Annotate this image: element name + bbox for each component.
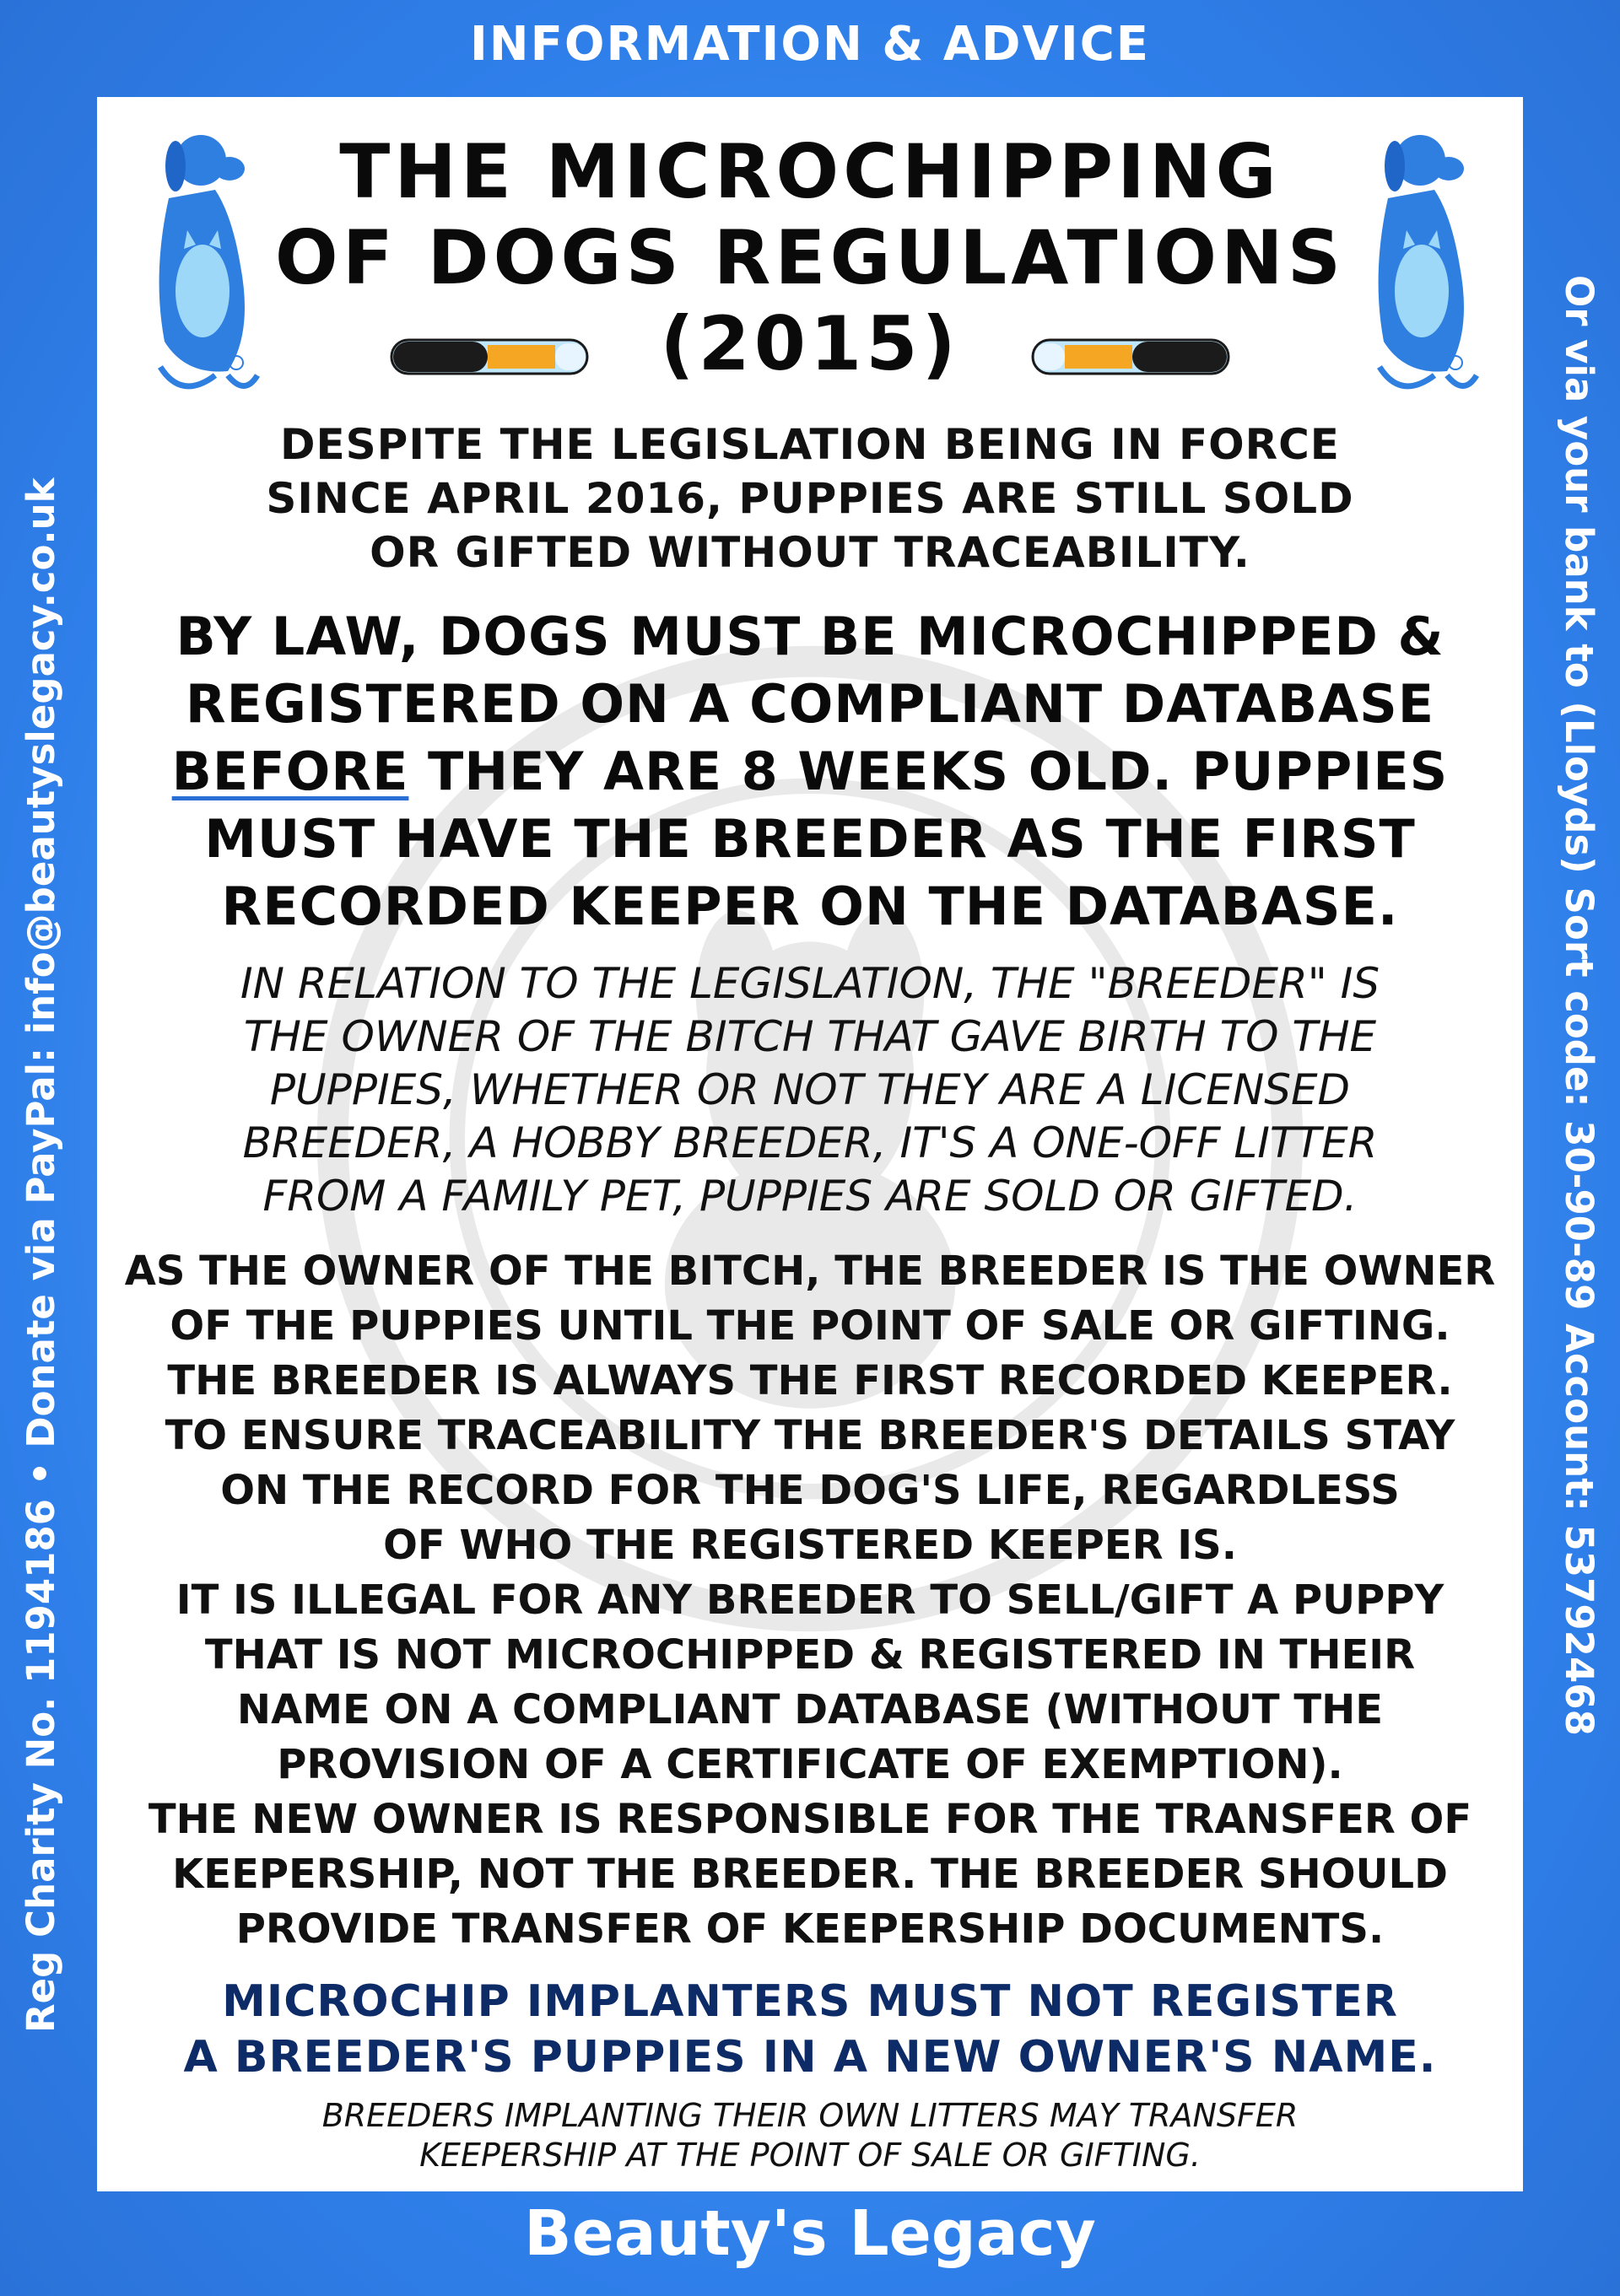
implanters-line: A BREEDER'S PUPPIES IN A NEW OWNER'S NAME. [183,2032,1437,2083]
top-banner: INFORMATION & ADVICE [469,17,1151,72]
details-line: THE BREEDER IS ALWAYS THE FIRST RECORDED KEEPER. [167,1357,1453,1404]
bottom-banner: Beauty's Legacy [524,2197,1096,2270]
law-line: REGISTERED ON A COMPLIANT DATABASE [185,673,1435,735]
law-line [97,738,1523,806]
intro-text [97,418,1523,579]
title-line-3: (2015) [660,300,960,387]
details-line: ON THE RECORD FOR THE DOG'S LIFE, REGARDLESS [220,1467,1400,1514]
law-line: RECORDED KEEPER ON THE DATABASE. [221,876,1399,937]
details-line: TO ENSURE TRACEABILITY THE BREEDER'S DETAILS STAY [165,1412,1455,1459]
footnote-line: BREEDERS IMPLANTING THEIR OWN LITTERS MAY TRANSFER [321,2097,1299,2134]
definition-line: IN RELATION TO THE LEGISLATION, THE "BREEDER" IS [240,959,1380,1008]
left-side-banner: Reg Charity No. 1194186 • Donate via PayPal: info@beautyslegacy.co.uk [19,477,63,2033]
details-line: KEEPERSHIP, NOT THE BREEDER. THE BREEDER SHOULD [172,1851,1448,1898]
law-line: BY LAW, DOGS MUST BE MICROCHIPPED & [176,606,1444,667]
breeder-definition [97,957,1523,1223]
intro-line: OR GIFTED WITHOUT TRACEABILITY. [370,528,1250,577]
details-text [97,1244,1523,1957]
content-panel [97,97,1523,2191]
details-line: PROVISION OF A CERTIFICATE OF EXEMPTION). [277,1741,1343,1788]
definition-line: PUPPIES, WHETHER OR NOT THEY ARE A LICENSED [269,1065,1351,1114]
definition-line: FROM A FAMILY PET, PUPPIES ARE SOLD OR GIFTED. [262,1172,1358,1221]
details-line: THE NEW OWNER IS RESPONSIBLE FOR THE TRANSFER OF [148,1796,1472,1843]
definition-line: THE OWNER OF THE BITCH THAT GAVE BIRTH TO THE [243,1012,1377,1061]
intro-line: SINCE APRIL 2016, PUPPIES ARE STILL SOLD [266,474,1354,523]
law-line-rest: THEY ARE 8 WEEKS OLD. PUPPIES [408,741,1449,802]
law-line: MUST HAVE THE BREEDER AS THE FIRST [204,808,1416,870]
microchip-capsule-icon [1029,333,1232,380]
implanters-warning [97,1974,1523,2085]
definition-line: BREEDER, A HOBBY BREEDER, IT'S A ONE-OFF LITTER [242,1118,1378,1167]
details-line: AS THE OWNER OF THE BITCH, THE BREEDER IS THE OWNER [124,1248,1496,1295]
before-emphasis: BEFORE [171,741,409,802]
title-line-2: OF DOGS REGULATIONS [274,214,1346,301]
right-side-banner: Or via your bank to (Lloyds) Sort code: 30-90-89 Account: 53792468 [1557,275,1601,1736]
implanters-line: MICROCHIP IMPLANTERS MUST NOT REGISTER [222,1976,1398,2027]
intro-line: DESPITE THE LEGISLATION BEING IN FORCE [280,420,1340,469]
footnote-line: KEEPERSHIP AT THE POINT OF SALE OR GIFTING. [419,2137,1201,2174]
details-line: NAME ON A COMPLIANT DATABASE (WITHOUT THE [236,1686,1384,1733]
details-line: PROVIDE TRANSFER OF KEEPERSHIP DOCUMENTS. [235,1905,1385,1953]
details-line: IT IS ILLEGAL FOR ANY BREEDER TO SELL/GIFT A PUPPY [176,1576,1444,1624]
details-line: OF WHO THE REGISTERED KEEPER IS. [383,1522,1237,1569]
details-line: OF THE PUPPIES UNTIL THE POINT OF SALE OR GIFTING. [170,1302,1450,1350]
details-line: THAT IS NOT MICROCHIPPED & REGISTERED IN THEIR [204,1631,1416,1679]
footnote [97,2096,1523,2175]
microchip-capsule-icon [388,333,591,380]
title-line-1: THE MICROCHIPPING [339,128,1281,215]
page-title [97,129,1523,387]
law-statement [97,603,1523,940]
